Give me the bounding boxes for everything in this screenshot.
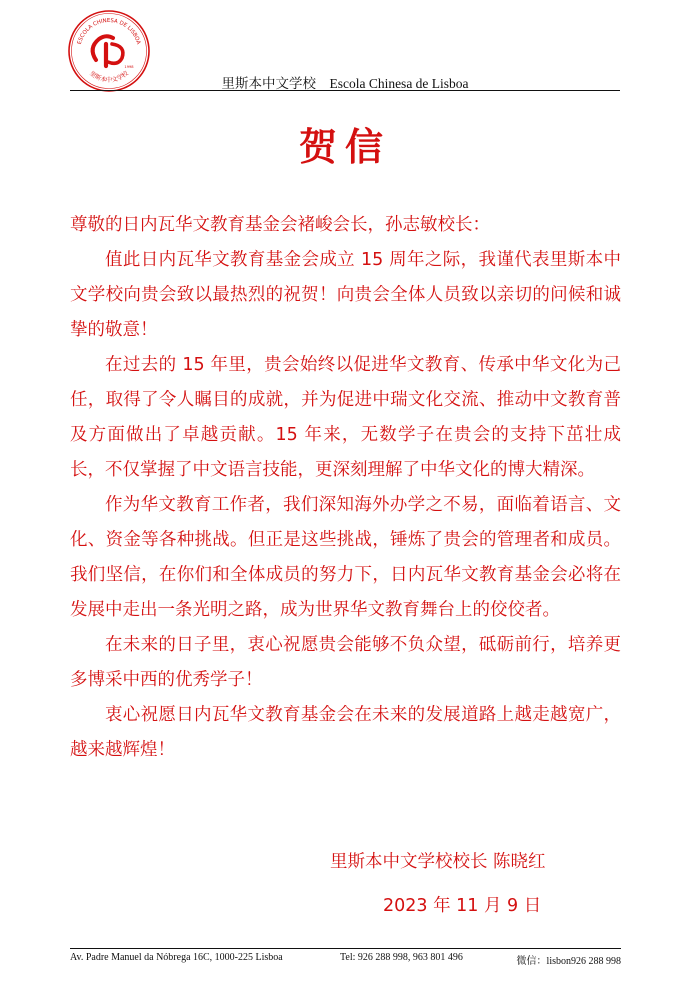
footer-tel: Tel: 926 288 998, 963 801 496 [340, 952, 463, 963]
footer-address: Av. Padre Manuel da Nóbrega 16C, 1000-225 Lisboa [70, 952, 283, 963]
paragraph-3: 作为华文教育工作者，我们深知海外办学之不易，面临着语言、文化、资金等各种挑战。但正是这些挑战，锤炼了贵会的管理者和成员。我们坚信，在你们和全体成员的努力下，日内瓦华文教育基金会必将在发展中走出一条光明之路，成为世界华文教育舞台上的佼佼者。 [70, 495, 621, 620]
paragraph-5: 衷心祝愿日内瓦华文教育基金会在未来的发展道路上越走越宽广，越来越辉煌！ [70, 705, 621, 760]
paragraph-2: 在过去的 15 年里，贵会始终以促进华文教育、传承中华文化为己任，取得了令人瞩目的成就，并为促进中瑞文化交流、推动中文教育普及方面做出了卓越贡献。15 年来，无数学子在贵会的支持下茁壮成长，不仅掌握了中文语言技能，更深刻理解了中华文化的博大精深。 [70, 355, 621, 480]
salutation: 尊敬的日内瓦华文教育基金会褚峻会长，孙志敏校长： [70, 215, 490, 235]
header-school-name: 里斯本中文学校 Escola Chinesa de Lisboa [221, 76, 469, 91]
header-divider [70, 90, 620, 91]
footer-divider [70, 948, 621, 949]
paragraph-1: 值此日内瓦华文教育基金会成立 15 周年之际，我谨代表里斯本中文学校向贵会致以最热烈的祝贺！向贵会全体人员致以亲切的问候和诚挚的敬意！ [70, 250, 621, 340]
signature: 里斯本中文学校校长 陈晓红 [330, 852, 546, 872]
letter-date: 2023 年 11 月 9 日 [383, 896, 542, 916]
logo-text-bottom: 里斯本中文学校 [88, 69, 130, 84]
logo-year: 1998 [124, 65, 134, 69]
footer-wechat: 微信：lisbon926 288 998 [516, 956, 621, 967]
paragraph-4: 在未来的日子里，衷心祝愿贵会能够不负众望，砥砺前行，培养更多博采中西的优秀学子！ [70, 635, 621, 690]
letter-body [70, 208, 621, 768]
logo-text-top: ESCOLA CHINESA DE LISBOA [76, 17, 142, 46]
page-title: 贺信 [298, 124, 391, 169]
